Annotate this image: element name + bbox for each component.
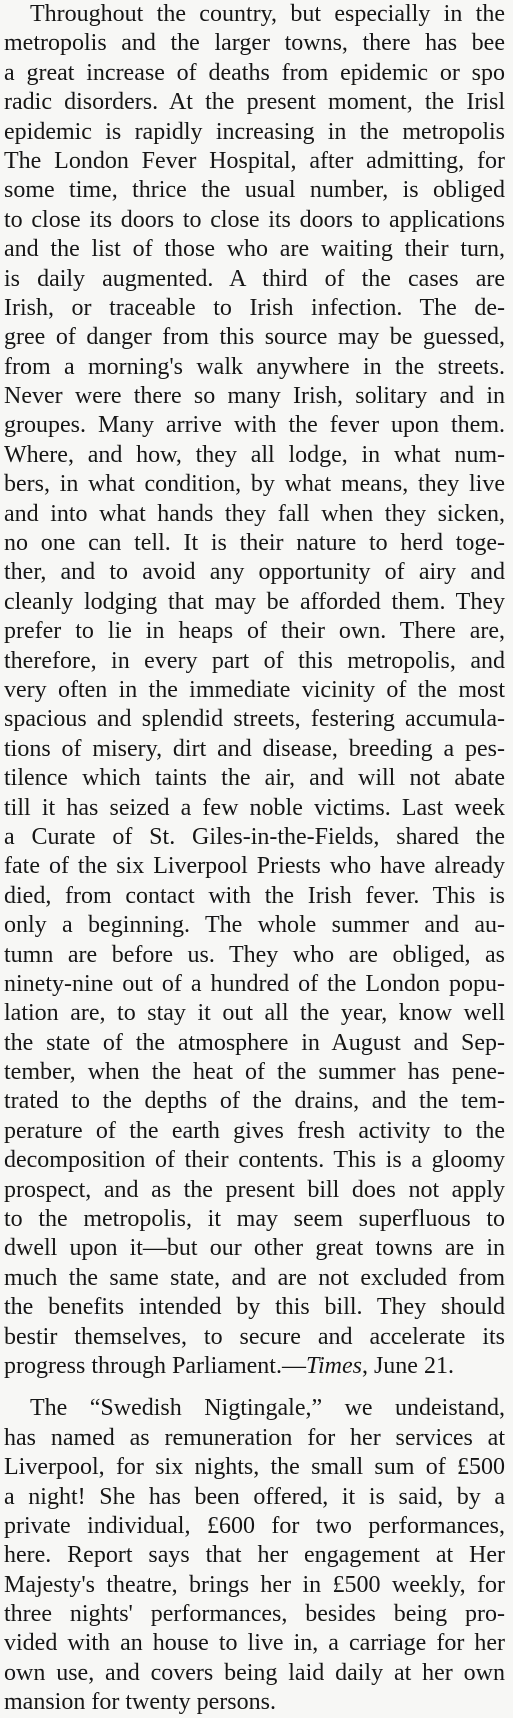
text-line: died, from contact with the Irish fever. This is	[4, 882, 505, 909]
text-line: fate of the six Liverpool Priests who have already	[4, 853, 505, 880]
text-line: the state of the atmosphere in August and Sep-	[4, 1029, 505, 1056]
text-line: very often in the immediate vicinity of the most	[4, 676, 505, 703]
text-line: lation are, to stay it out all the year, know well	[4, 1000, 505, 1027]
text-line: metropolis and the larger towns, there has bee	[4, 30, 505, 57]
text-line: no one can tell. It is their nature to herd toge-	[4, 530, 505, 557]
text-line: and into what hands they fall when they sicken,	[4, 500, 505, 527]
newspaper-column	[4, 0, 505, 1718]
text-line: cleanly lodging that may be afforded them. They	[4, 588, 505, 615]
text-line: from a morning's walk anywhere in the streets.	[4, 353, 505, 380]
text-line: The “Swedish Nigtingale,” we undeistand,	[30, 1395, 505, 1422]
text-line: Irish, or traceable to Irish infection. The de-	[4, 294, 505, 321]
text-line: Liverpool, for six nights, the small sum of £500	[4, 1454, 505, 1481]
text-line: Throughout the country, but especially in the	[30, 1, 505, 27]
text-line: a Curate of St. Giles-in-the-Fields, shared the	[4, 823, 505, 850]
text-line: epidemic is rapidly increasing in the metropolis	[4, 118, 505, 145]
text-line: till it has seized a few noble victims. Last week	[4, 794, 505, 821]
paragraph-irish-fever	[4, 0, 505, 1381]
text-line: tilence which taints the air, and will not abate	[4, 765, 505, 792]
text-line: The London Fever Hospital, after admitting, for	[4, 147, 505, 174]
text-line: dwell upon it—but our other great towns are in	[4, 1235, 505, 1262]
text-line: tumn are before us. They who are obliged, as	[4, 941, 505, 968]
text-line: prefer to lie in heaps of their own. There are,	[4, 618, 505, 645]
closing-text: progress through Parliament.—	[4, 1352, 306, 1379]
text-line: a night! She has been offered, it is said, by a	[4, 1483, 505, 1510]
text-line: radic disorders. At the present moment, the Irisl	[4, 89, 505, 116]
text-line: three nights' performances, besides being pro-	[4, 1601, 505, 1628]
text-line: trated to the depths of the drains, and the tem-	[4, 1088, 505, 1115]
text-line: groupes. Many arrive with the fever upon them.	[4, 412, 505, 439]
text-line: some time, thrice the usual number, is obliged	[4, 177, 505, 204]
text-line: Never were there so many Irish, solitary and in	[4, 383, 505, 410]
text-line: and the list of those who are waiting their turn,	[4, 236, 505, 263]
text-line: the benefits intended by this bill. They should	[4, 1294, 505, 1321]
text-line: prospect, and as the present bill does not apply	[4, 1176, 505, 1203]
source-name: Times	[305, 1352, 362, 1379]
text-line: private individual, £600 for two performances,	[4, 1512, 505, 1539]
text-line: ther, and to avoid any opportunity of airy and	[4, 559, 505, 586]
text-line: spacious and splendid streets, festering accumula-	[4, 706, 505, 733]
text-line: tember, when the heat of the summer has pene-	[4, 1059, 505, 1086]
text-line: perature of the earth gives fresh activity to the	[4, 1117, 505, 1144]
text-line: Majesty's theatre, brings her in £500 weekly, for	[4, 1571, 505, 1598]
text-line: only a beginning. The whole summer and au-	[4, 912, 505, 939]
text-line: therefore, in every part of this metropolis, and	[4, 647, 505, 674]
text-line: a great increase of deaths from epidemic or spo	[4, 59, 505, 86]
text-line: decomposition of their contents. This is a gloomy	[4, 1147, 505, 1174]
text-line: gree of danger from this source may be guessed,	[4, 324, 505, 351]
text-line: vided with an house to live in, a carriage for her	[4, 1630, 505, 1657]
text-line: has named as remuneration for her services at	[4, 1424, 505, 1451]
text-line: own use, and covers being laid daily at her own	[4, 1659, 505, 1686]
text-line: is daily augmented. A third of the cases are	[4, 265, 505, 292]
text-line: to close its doors to close its doors to applications	[4, 206, 505, 233]
text-line: bestir themselves, to secure and accelerate its	[4, 1323, 505, 1350]
text-line: to the metropolis, it may seem superfluous to	[4, 1206, 505, 1233]
text-line: ninety-nine out of a hundred of the London popu-	[4, 970, 505, 997]
paragraph-swedish-nightingale	[4, 1394, 505, 1717]
closing-line	[4, 1352, 505, 1381]
text-line: tions of misery, dirt and disease, breeding a pes-	[4, 735, 505, 762]
text-line: Where, and how, they all lodge, in what num-	[4, 441, 505, 468]
text-line: mansion for twenty persons.	[4, 1689, 276, 1716]
text-line: bers, in what condition, by what means, they live	[4, 471, 505, 498]
text-line: much the same state, and are not excluded from	[4, 1264, 505, 1291]
source-date: , June 21.	[361, 1352, 454, 1379]
text-line: here. Report says that her engagement at Her	[4, 1542, 505, 1569]
